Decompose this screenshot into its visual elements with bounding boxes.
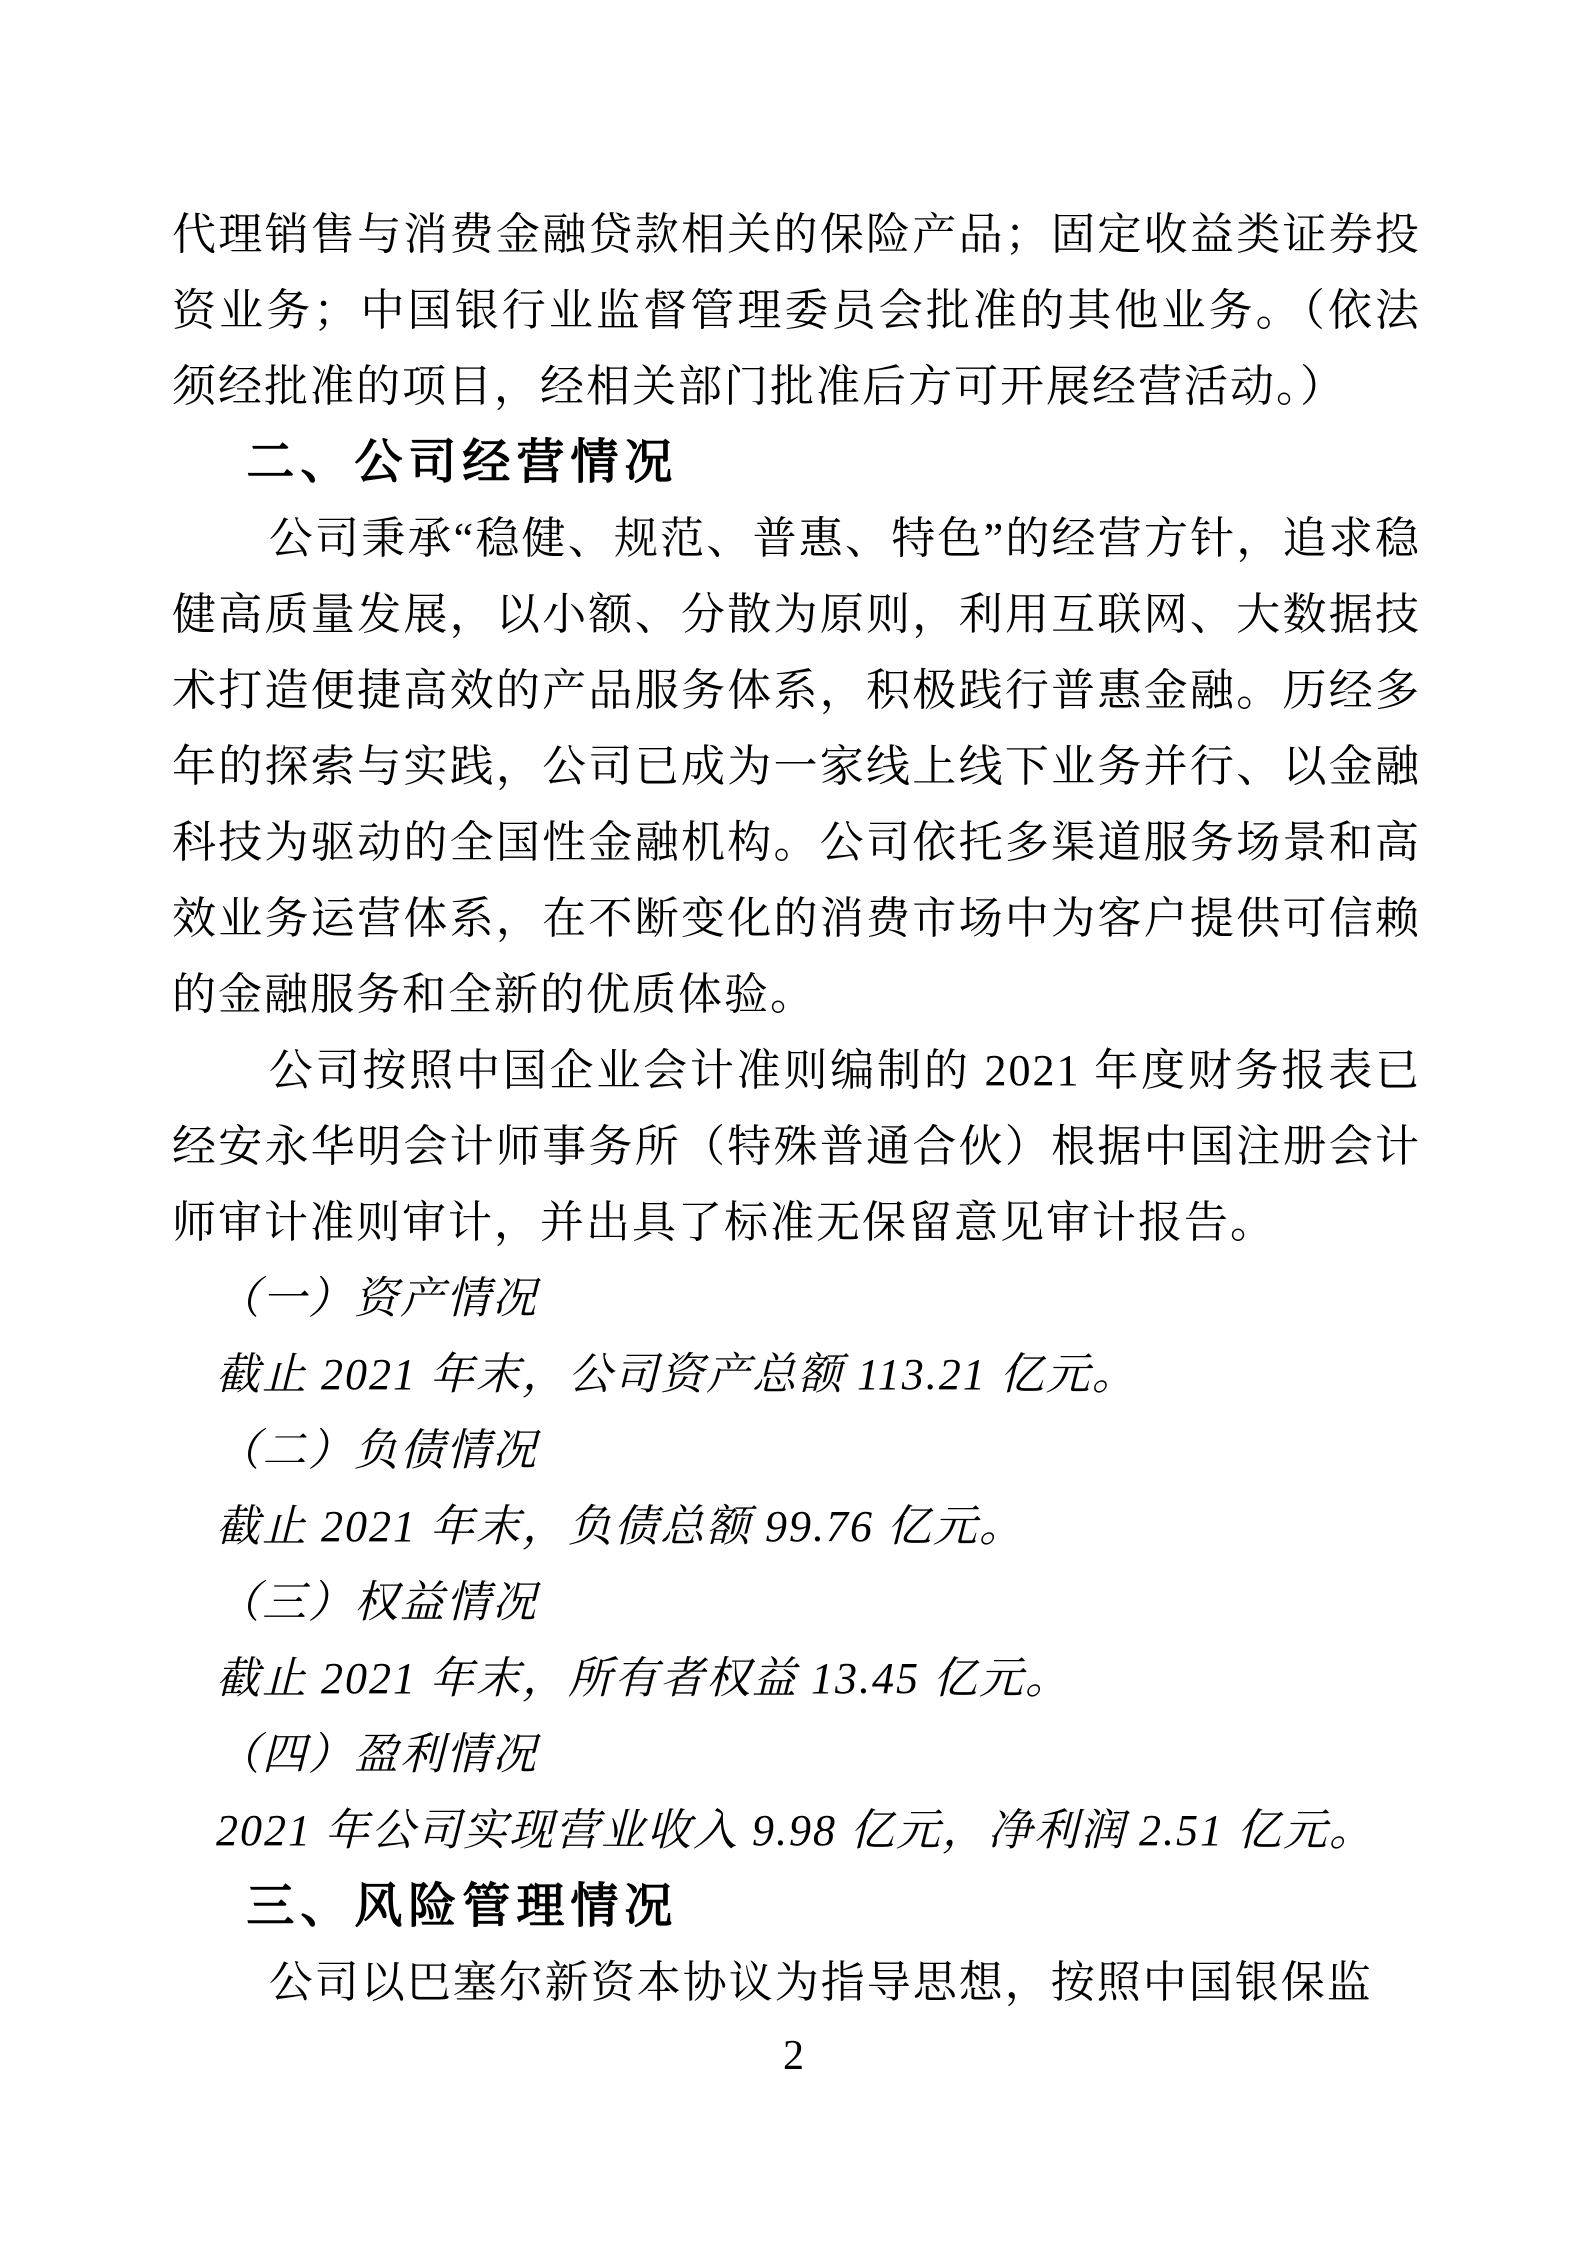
paragraph-audit-statement: 公司按照中国企业会计准则编制的 2021 年度财务报表已经安永华明会计师事务所（特殊普通合伙）根据中国注册会计师审计准则审计，并出具了标准无保留意见审计报告。: [172, 1046, 1421, 1247]
paragraph-revenue-profit: 2021 年公司实现营业收入 9.98 亿元，净利润 2.51 亿元。: [216, 1806, 1375, 1855]
section-heading-risk-management: 三、风险管理情况: [246, 1880, 679, 1933]
page-number: 2: [783, 2033, 804, 2079]
paragraph-operations-overview: 公司秉承“稳健、规范、普惠、特色”的经营方针，追求稳健高质量发展，以小额、分散为原则，利用互联网、大数据技术打造便捷高效的产品服务体系，积极践行普惠金融。历经多年的探索与实践，公司已成为一家线上线下业务并行、以金融科技为驱动的全国性金融机构。公司依托多渠道服务场景和高效业务运营体系，在不断变化的消费市场中为客户提供可信赖的金融服务和全新的优质体验。: [172, 514, 1421, 1019]
paragraph-equity-total: 截止 2021 年末，所有者权益 13.45 亿元。: [216, 1654, 1071, 1703]
subsection-heading-assets: （一）资产情况: [216, 1274, 538, 1323]
section-heading-company-operations: 二、公司经营情况: [246, 436, 679, 489]
page-footer: [0, 2018, 1587, 2094]
paragraph-risk-management-intro: 公司以巴塞尔新资本协议为指导思想，按照中国银保监: [268, 1958, 1373, 2007]
subsection-heading-liabilities: （二）负债情况: [216, 1426, 538, 1475]
subsection-heading-profit: （四）盈利情况: [216, 1730, 538, 1779]
paragraph-liabilities-total: 截止 2021 年末，负债总额 99.76 亿元。: [216, 1502, 1025, 1551]
paragraph-business-scope-continuation: 代理销售与消费金融贷款相关的保险产品；固定收益类证券投资业务；中国银行业监督管理委员会批准的其他业务。（依法须经批准的项目，经相关部门批准后方可开展经营活动。）: [172, 210, 1421, 411]
paragraph-assets-total: 截止 2021 年末，公司资产总额 113.21 亿元。: [216, 1350, 1138, 1399]
subsection-heading-equity: （三）权益情况: [216, 1578, 538, 1627]
